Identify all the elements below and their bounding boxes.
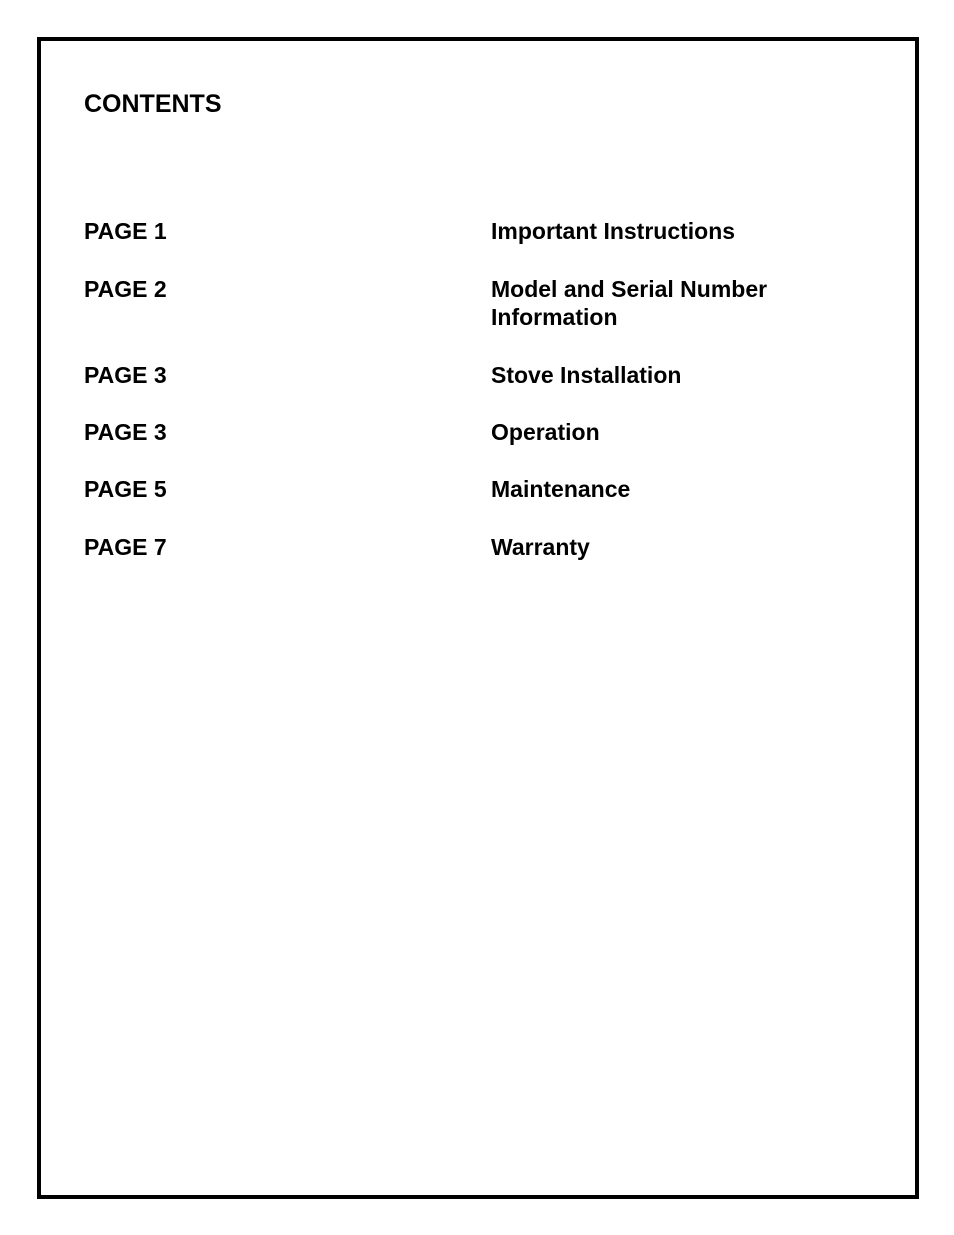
toc-section-title: Stove Installation [491, 362, 682, 388]
toc-page-number: PAGE 7 [84, 534, 167, 560]
toc-section-title: Warranty [491, 534, 590, 560]
toc-section-title: Operation [491, 419, 600, 445]
page-title: CONTENTS [84, 90, 222, 118]
toc-page-number: PAGE 3 [84, 419, 167, 445]
toc-page-number: PAGE 2 [84, 276, 167, 302]
page-border [37, 37, 919, 1199]
toc-page-number: PAGE 3 [84, 362, 167, 388]
toc-section-title: Maintenance [491, 476, 631, 502]
toc-section-title: Model and Serial Number Information [491, 276, 768, 330]
toc-page-number: PAGE 1 [84, 218, 167, 244]
toc-section-title: Important Instructions [491, 218, 736, 244]
toc-page-number: PAGE 5 [84, 476, 167, 502]
